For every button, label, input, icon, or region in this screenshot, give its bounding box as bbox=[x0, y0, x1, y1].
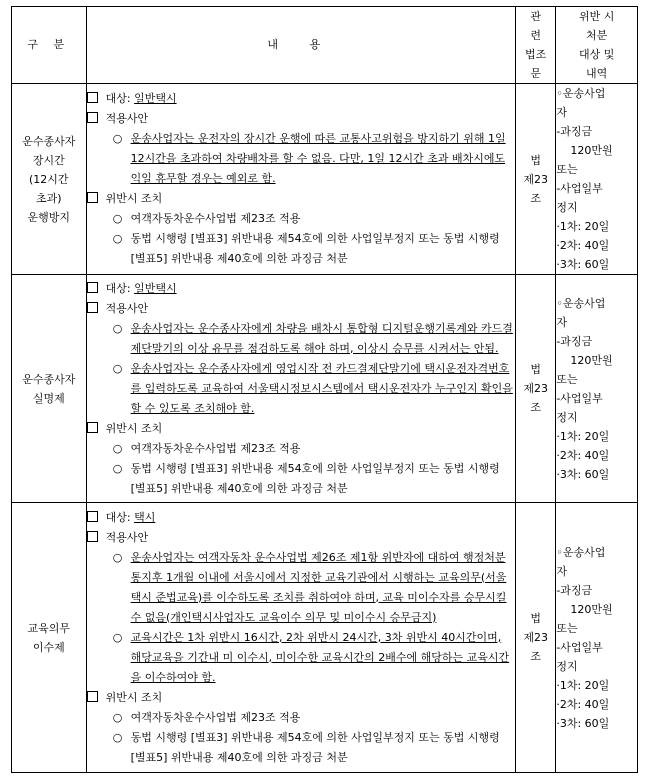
checkbox-square-icon bbox=[87, 511, 98, 522]
law-cell: 법 제23 조 bbox=[516, 84, 556, 275]
circle-bullet-icon: ○ bbox=[112, 212, 123, 225]
target-line: 대상: 일반택시 bbox=[87, 279, 515, 299]
header-law: 관 련 법조 문 bbox=[516, 7, 556, 84]
list-item: ○ 동법 시행령 [별표3] 위반내용 제54호에 의한 사업일부정지 또는 동법 시행령 [별표5] 위반내용 제40호에 의한 과징금 처분 bbox=[87, 229, 515, 269]
violation-line: 위반시 조치 bbox=[87, 419, 515, 439]
list-item: ○ 동법 시행령 [별표3] 위반내용 제54호에 의한 사업일부정지 또는 동법 시행령 [별표5] 위반내용 제40호에 의한 과징금 처분 bbox=[87, 459, 515, 499]
penalty-cell: ◦운송사업 자 -과징금 120만원 또는 -사업일부 정지 ·1차: 20일 ·2차: 40일 ·3차: 60일 bbox=[556, 275, 638, 503]
penalty-cell: ◦운송사업 자 -과징금 120만원 또는 -사업일부 정지 ·1차: 20일 ·2차: 40일 ·3차: 60일 bbox=[556, 84, 638, 275]
circle-bullet-icon: ○ bbox=[112, 132, 123, 145]
circle-bullet-icon: ○ bbox=[112, 361, 123, 375]
content-cell bbox=[86, 84, 515, 275]
header-category: 구 분 bbox=[12, 7, 87, 84]
circle-bullet-icon: ○ bbox=[112, 461, 123, 475]
category-cell: 교육의무 이수제 bbox=[12, 503, 87, 773]
circle-bullet-icon: ○ bbox=[112, 232, 123, 245]
regulation-table bbox=[11, 6, 638, 773]
list-item: ○ 운송사업자는 운수종사자에게 영업시작 전 카드결제단말기에 택시운전자격번호를 입력하도록 교육하여 서울택시정보시스템에서 택시운전자가 누구인지 확인을 할 수 있도록 조치해야 함. bbox=[87, 359, 515, 419]
table-row bbox=[12, 84, 638, 275]
checkbox-square-icon bbox=[87, 302, 98, 313]
checkbox-square-icon bbox=[87, 92, 98, 103]
circle-bullet-icon: ○ bbox=[112, 710, 123, 724]
circle-bullet-icon: ○ bbox=[112, 630, 123, 644]
checkbox-square-icon bbox=[87, 691, 98, 702]
target-line: 대상: 일반택시 bbox=[87, 89, 515, 109]
list-item: ○ 여객자동차운수사업법 제23조 적용 bbox=[87, 708, 515, 728]
circle-bullet-icon: ○ bbox=[112, 730, 123, 744]
list-item: ○ 교육시간은 1차 위반시 16시간, 2차 위반시 24시간, 3차 위반시 40시간이며, 해당교육을 기간내 미 이수시, 미이수한 교육시간의 2배수에 해당하는 교육시간을 이수하여야 함. bbox=[87, 628, 515, 688]
list-item: ○ 운송사업자는 운수종사자에게 차량을 배차시 통합형 디지털운행기록계와 카드결제단말기의 이상 유무를 점검하도록 해야 하며, 이상시 승무를 시켜서는 안됨. bbox=[87, 319, 515, 359]
penalty-cell: ◦운송사업 자 -과징금 120만원 또는 -사업일부 정지 ·1차: 20일 ·2차: 40일 ·3차: 60일 bbox=[556, 503, 638, 773]
target-line: 대상: 택시 bbox=[87, 508, 515, 528]
list-item: ○ 운송사업자는 운전자의 장시간 운행에 따른 교통사고위험을 방지하기 위해 1일 12시간을 초과하여 차량배차를 할 수 없음. 다만, 1일 12시간 초과 배차시에도 익일 휴무할 경우는 예외로 함. bbox=[87, 129, 515, 189]
category-cell: 운수종사자 실명제 bbox=[12, 275, 87, 503]
header-content: 내 용 bbox=[86, 7, 515, 84]
list-item: ○ 동법 시행령 [별표3] 위반내용 제54호에 의한 사업일부정지 또는 동법 시행령 [별표5] 위반내용 제40호에 의한 과징금 처분 bbox=[87, 728, 515, 768]
category-cell: 운수종사자 장시간 (12시간 초과) 운행방지 bbox=[12, 84, 87, 275]
applicable-line: 적용사안 bbox=[87, 299, 515, 319]
law-cell: 법 제23 조 bbox=[516, 275, 556, 503]
checkbox-square-icon bbox=[87, 112, 98, 123]
list-item: ○ 여객자동차운수사업법 제23조 적용 bbox=[87, 209, 515, 229]
applicable-line: 적용사안 bbox=[87, 109, 515, 129]
checkbox-square-icon bbox=[87, 282, 98, 293]
circle-bullet-icon: ○ bbox=[112, 441, 123, 455]
checkbox-square-icon bbox=[87, 531, 98, 542]
violation-line: 위반시 조치 bbox=[87, 189, 515, 209]
header-penalty: 위반 시 처분 대상 및 내역 bbox=[556, 7, 638, 84]
violation-line: 위반시 조치 bbox=[87, 688, 515, 708]
circle-bullet-icon: ○ bbox=[112, 550, 123, 564]
checkbox-square-icon bbox=[87, 422, 98, 433]
checkbox-square-icon bbox=[87, 192, 98, 203]
table-row bbox=[12, 503, 638, 773]
content-cell bbox=[86, 275, 515, 503]
applicable-line: 적용사안 bbox=[87, 528, 515, 548]
law-cell: 법 제23 조 bbox=[516, 503, 556, 773]
list-item: ○ 여객자동차운수사업법 제23조 적용 bbox=[87, 439, 515, 459]
list-item: ○ 운송사업자는 여객자동차 운수사업법 제26조 제1항 위반자에 대하여 행정처분 통지후 1개월 이내에 서울시에서 지정한 교육기관에서 시행하는 교육의무(서울택시 준법교육)를 이수하도록 조치를 취하여야 하며, 교육 미이수자를 승무시킬 수 없음(개인택시사업자도 교육이수 의무 및 미이수시 승무금지) bbox=[87, 548, 515, 628]
content-cell bbox=[86, 503, 515, 773]
header-row bbox=[12, 7, 638, 84]
table-row bbox=[12, 275, 638, 503]
circle-bullet-icon: ○ bbox=[112, 321, 123, 335]
